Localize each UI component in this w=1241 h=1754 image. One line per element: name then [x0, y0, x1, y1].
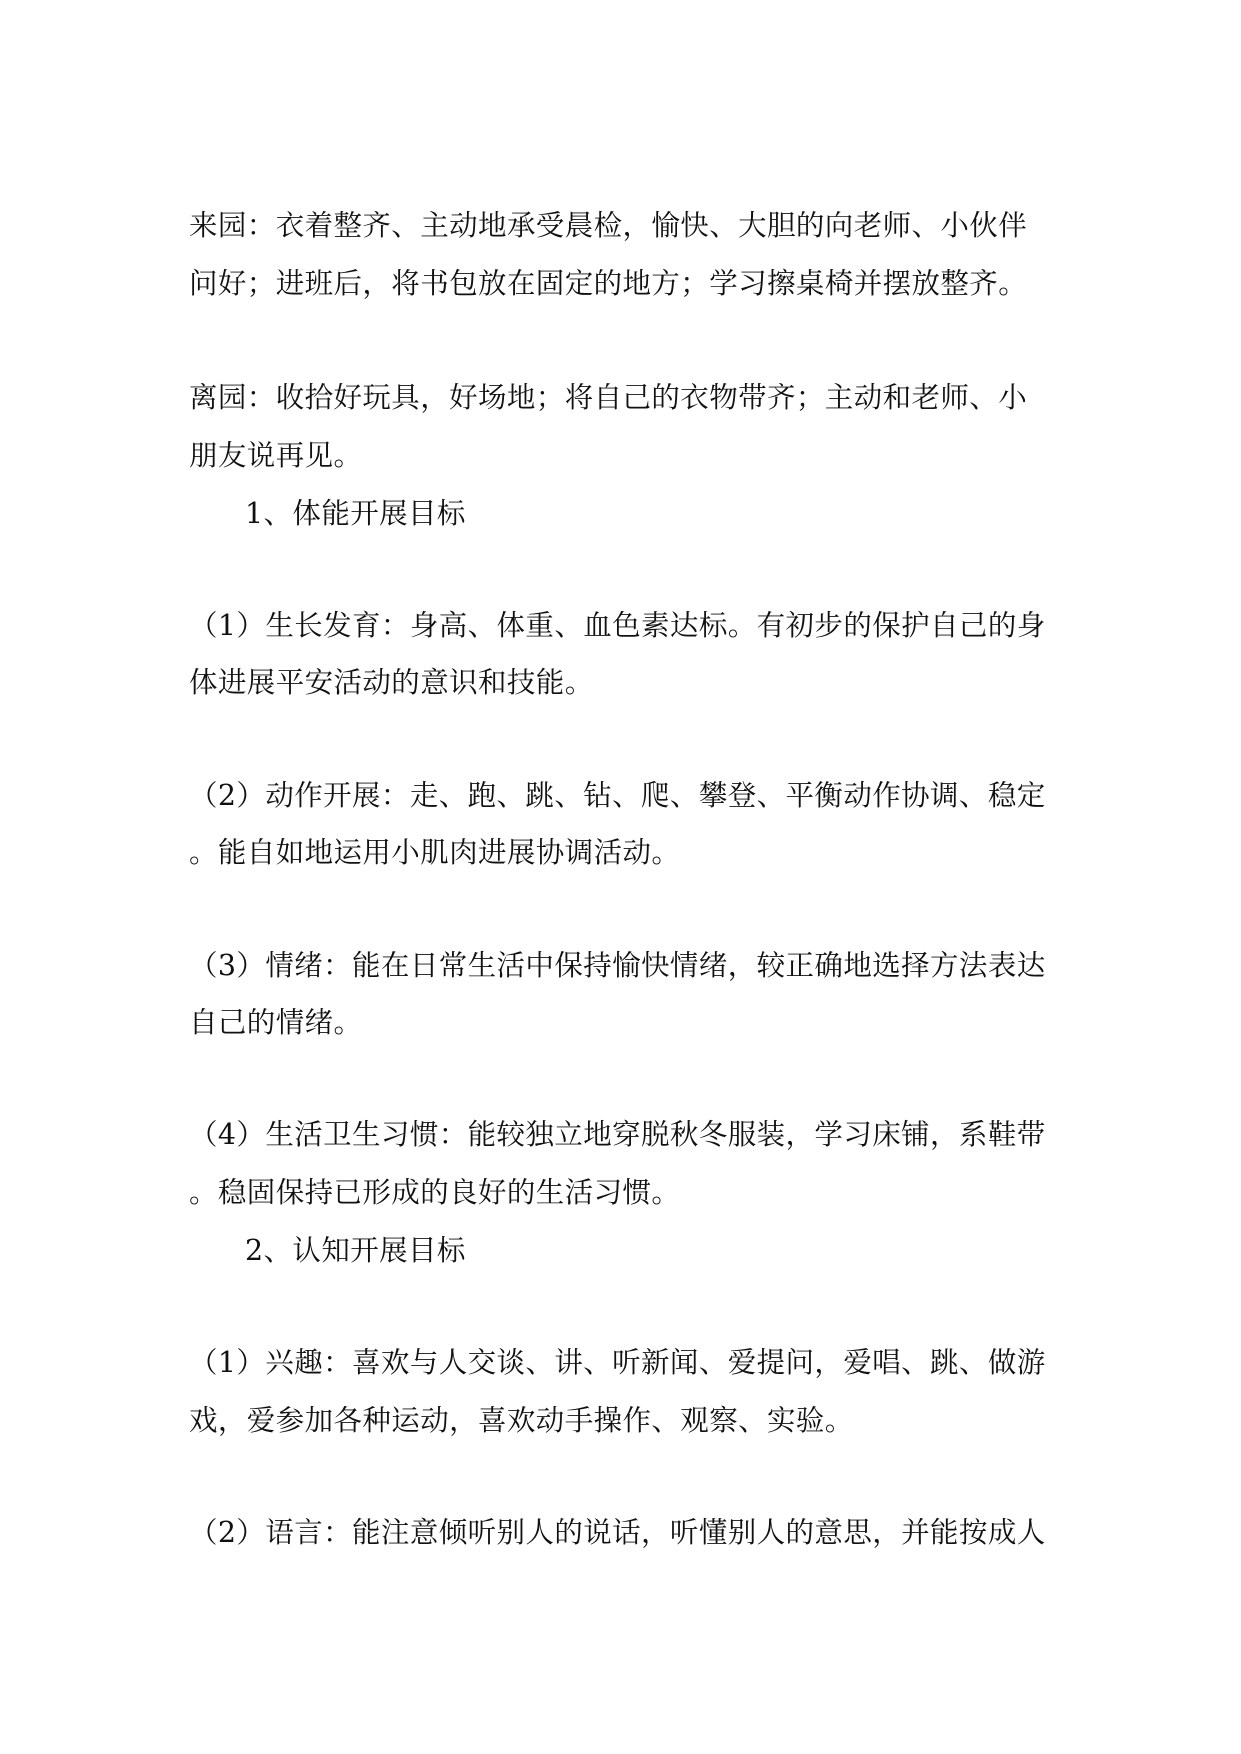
- paragraph-growth-line-2: 体进展平安活动的意识和技能。: [189, 666, 594, 699]
- paragraph-emotion-line-1: （3）情绪：能在日常生活中保持愉快情绪，较正确地选择方法表达: [189, 949, 1046, 982]
- paragraph-movement-line-1: （2）动作开展：走、跑、跳、钻、爬、攀登、平衡动作协调、稳定: [189, 779, 1046, 812]
- paragraph-hygiene-line-2: 。稳固保持已形成的良好的生活习惯。: [189, 1176, 681, 1209]
- paragraph-interest-line-2: 戏，爱参加各种运动，喜欢动手操作、观察、实验。: [189, 1404, 854, 1437]
- paragraph-interest-line-1: （1）兴趣：喜欢与人交谈、讲、听新闻、爱提问，爱唱、跳、做游: [189, 1346, 1046, 1379]
- paragraph-hygiene-line-1: （4）生活卫生习惯：能较独立地穿脱秋冬服装，学习床铺，系鞋带: [189, 1118, 1046, 1151]
- paragraph-arrival-line-2: 问好；进班后，将书包放在固定的地方；学习擦桌椅并摆放整齐。: [189, 267, 1028, 300]
- paragraph-arrival-line-1: 来园：衣着整齐、主动地承受晨检，愉快、大胆的向老师、小伙伴: [189, 209, 1028, 242]
- paragraph-language-line-1: （2）语言：能注意倾听别人的说话，听懂别人的意思，并能按成人: [189, 1516, 1046, 1549]
- section-heading-cognitive: 2、认知开展目标: [245, 1234, 466, 1267]
- section-heading-physical: 1、体能开展目标: [245, 497, 466, 530]
- paragraph-emotion-line-2: 自己的情绪。: [189, 1006, 363, 1039]
- paragraph-departure-line-2: 朋友说再见。: [189, 439, 363, 472]
- paragraph-growth-line-1: （1）生长发育：身高、体重、血色素达标。有初步的保护自己的身: [189, 609, 1046, 642]
- paragraph-departure-line-1: 离园：收拾好玩具，好场地；将自己的衣物带齐；主动和老师、小: [189, 381, 1028, 414]
- paragraph-movement-line-2: 。能自如地运用小肌肉进展协调活动。: [189, 836, 681, 869]
